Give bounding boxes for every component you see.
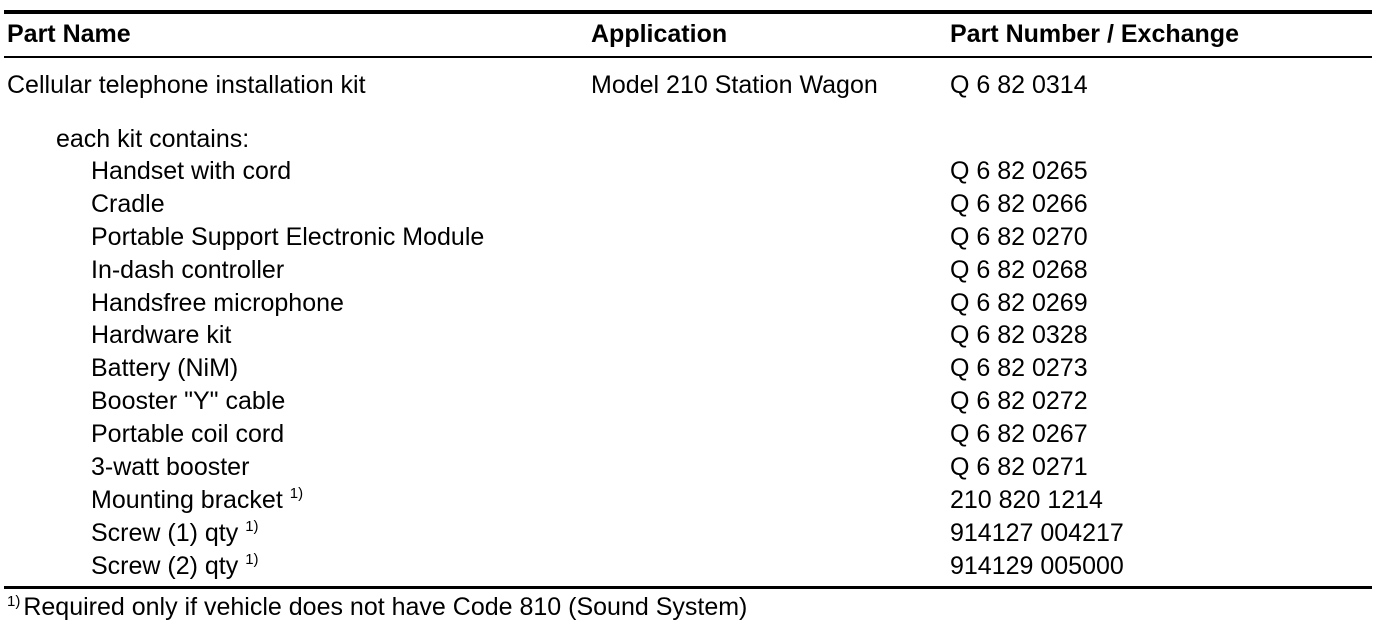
item-part-number: Q 6 82 0268 xyxy=(950,256,1088,284)
item-name: Hardware kit xyxy=(91,321,232,349)
item-part-number: Q 6 82 0273 xyxy=(950,354,1088,382)
item-name: Screw (1) qty xyxy=(91,519,239,547)
item-part-number: Q 6 82 0270 xyxy=(950,223,1088,251)
item-name: 3-watt booster xyxy=(91,453,250,481)
item-name: Cradle xyxy=(91,190,165,218)
kit-part-number: Q 6 82 0314 xyxy=(950,71,1088,99)
item-part-number: Q 6 82 0271 xyxy=(950,453,1088,481)
footnote-text: Required only if vehicle does not have Code 810 (Sound System) xyxy=(23,593,748,621)
top-rule xyxy=(4,10,1372,14)
footnote-marker: 1) xyxy=(7,593,21,610)
kit-application: Model 210 Station Wagon xyxy=(591,71,878,99)
bottom-rule xyxy=(4,586,1372,589)
item-part-number: 210 820 1214 xyxy=(950,486,1103,514)
item-name: In-dash controller xyxy=(91,256,285,284)
item-name: Screw (2) qty xyxy=(91,552,239,580)
item-name: Portable coil cord xyxy=(91,420,285,448)
item-with-footnote xyxy=(91,518,259,552)
kit-contents-label: each kit contains: xyxy=(56,125,250,153)
item-part-number: Q 6 82 0328 xyxy=(950,321,1088,349)
kit-name: Cellular telephone installation kit xyxy=(7,71,366,99)
header-part-name: Part Name xyxy=(7,20,131,48)
item-name: Mounting bracket xyxy=(91,486,283,514)
header-rule xyxy=(4,56,1372,58)
item-name: Battery (NiM) xyxy=(91,354,239,382)
item-name: Handset with cord xyxy=(91,157,292,185)
item-name: Handsfree microphone xyxy=(91,289,344,317)
item-part-number: Q 6 82 0266 xyxy=(950,190,1088,218)
header-application: Application xyxy=(591,20,728,48)
item-part-number: 914127 004217 xyxy=(950,519,1124,547)
footnote-marker: 1) xyxy=(289,485,304,502)
footnote-marker: 1) xyxy=(245,551,259,568)
item-part-number: Q 6 82 0265 xyxy=(950,157,1088,185)
item-part-number: 914129 005000 xyxy=(950,552,1124,580)
header-part-number: Part Number / Exchange xyxy=(950,20,1239,48)
item-name: Booster "Y" cable xyxy=(91,387,286,415)
item-with-footnote xyxy=(91,551,259,585)
item-with-footnote xyxy=(91,485,303,519)
footnote-marker: 1) xyxy=(245,518,259,535)
item-name: Portable Support Electronic Module xyxy=(91,223,485,251)
item-part-number: Q 6 82 0267 xyxy=(950,420,1088,448)
item-part-number: Q 6 82 0269 xyxy=(950,289,1088,317)
footnote xyxy=(7,592,747,626)
item-part-number: Q 6 82 0272 xyxy=(950,387,1088,415)
